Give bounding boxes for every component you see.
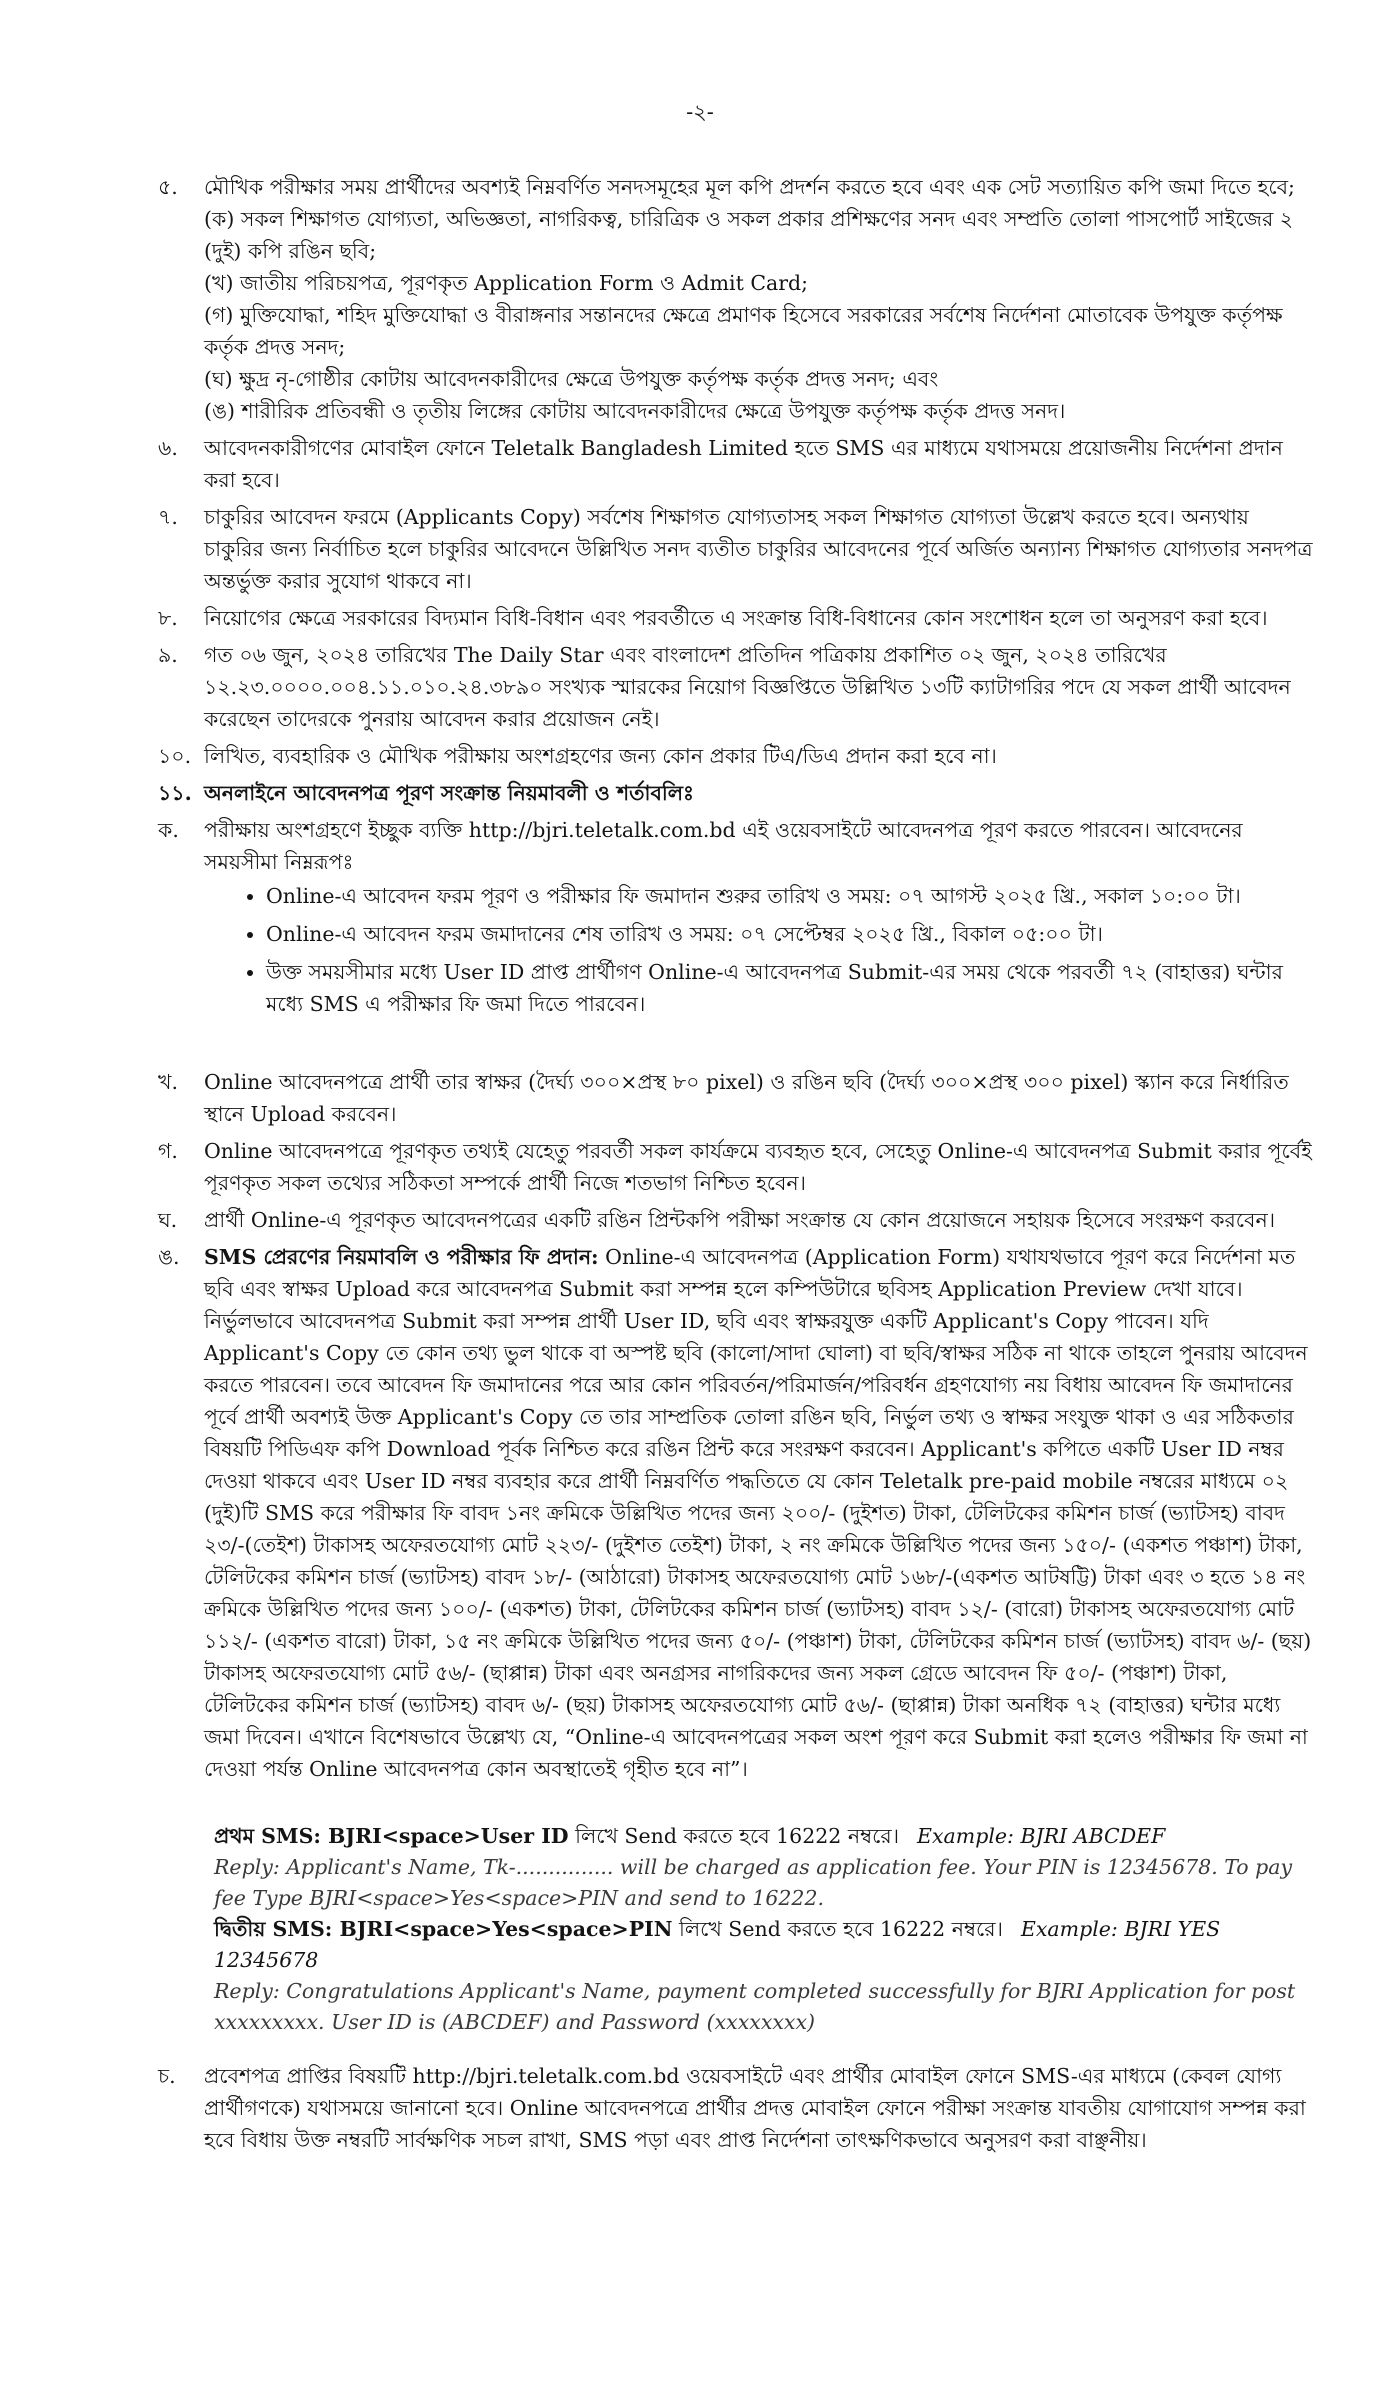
item-text: মৌখিক পরীক্ষার সময় প্রার্থীদের অবশ্যই নিম্নবর্ণিত সনদসমূহের মূল কপি প্রদর্শন করতে হবে এবং এক সেট সত্যায়িত কপি জমা দিতে হবে; — [204, 175, 1295, 199]
list-item-9 — [86, 639, 1314, 735]
section-heading: অনলাইনে আবেদনপত্র পূরণ সংক্রান্ত নিয়মাবলী ও শর্তাবলিঃ — [204, 781, 694, 805]
list-item-6 — [86, 432, 1314, 496]
list-item-kha — [86, 1066, 1314, 1130]
first-sms-label: প্রথম SMS: — [214, 1824, 321, 1848]
item-number: খ. — [158, 1070, 178, 1094]
item-number: ১১. — [158, 781, 192, 805]
item-number: ৯. — [158, 643, 178, 667]
list-item-10 — [86, 740, 1314, 772]
second-sms-line — [214, 1914, 1314, 1976]
item-number: ৭. — [158, 505, 178, 529]
item-text: Online-এ আবেদনপত্র (Application Form) যথাযথভাবে পূরণ করে নির্দেশনা মত ছবি এবং স্বাক্ষর Upload করে আবেদনপত্র Submit করা সম্পন্ন হলে কম্পিউটারে ছবিসহ Application Preview দেখা যাবে। নির্ভুলভাবে আবেদনপত্র Submit করা সম্পন্ন প্রার্থী User ID, ছবি এবং স্বাক্ষরযুক্ত একটি Applicant's Copy পাবেন। যদি Applicant's Copy তে কোন তথ্য ভুল থাকে বা অস্পষ্ট ছবি (কালো/সাদা ঘোলা) বা ছবি/স্বাক্ষর সঠিক না থাকে তাহলে পুনরায় আবেদন করতে পারবেন। তবে আবেদন ফি জমাদানের পরে আর কোন পরিবর্তন/পরিমার্জন/পরিবর্ধন গ্রহণযোগ্য নয় বিধায় আবেদন ফি জমাদানের পূর্বে প্রার্থী অবশ্যই উক্ত Applicant's Copy তে তার সাম্প্রতিক তোলা রঙিন ছবি, নির্ভুল তথ্য ও স্বাক্ষর সংযুক্ত থাকা ও এর সঠিকতার বিষয়টি পিডিএফ কপি Download পূর্বক নিশ্চিত করে রঙিন প্রিন্ট করে সংরক্ষণ করবেন। Applicant's কপিতে একটি User ID নম্বর দেওয়া থাকবে এবং User ID নম্বর ব্যবহার করে প্রার্থী নিম্নবর্ণিত পদ্ধতিতে যে কোন Teletalk pre-paid mobile নম্বরের মাধ্যমে ০২ (দুই)টি SMS করে পরীক্ষার ফি বাবদ ১নং ক্রমিকে উল্লিখিত পদের জন্য ২০০/- (দুইশত) টাকা, টেলিটকের কমিশন চার্জ (ভ্যাটসহ) বাবদ ২৩/-(তেইশ) টাকাসহ অফেরতযোগ্য মোট ২২৩/- (দুইশত তেইশ) টাকা, ২ নং ক্রমিকে উল্লিখিত পদের জন্য ১৫০/- (একশত পঞ্চাশ) টাকা, টেলিটকের কমিশন চার্জ (ভ্যাটসহ) বাবদ ১৮/- (আঠারো) টাকাসহ অফেরতযোগ্য মোট ১৬৮/-(একশত আটষট্টি) টাকা এবং ৩ হতে ১৪ নং ক্রমিকে উল্লিখিত পদের জন্য ১০০/- (একশত) টাকা, টেলিটকের কমিশন চার্জ (ভ্যাটসহ) বাবদ ১২/- (বারো) টাকাসহ অফেরতযোগ্য মোট ১১২/- (একশত বারো) টাকা, ১৫ নং ক্রমিকে উল্লিখিত পদের জন্য ৫০/- (পঞ্চাশ) টাকা, টেলিটকের কমিশন চার্জ (ভ্যাটসহ) বাবদ ৬/- (ছয়) টাকাসহ অফেরতযোগ্য মোট ৫৬/- (ছাপ্পান্ন) টাকা এবং অনগ্রসর নাগরিকদের জন্য সকল গ্রেডে আবেদন ফি ৫০/- (পঞ্চাশ) টাকা, টেলিটকের কমিশন চার্জ (ভ্যাটসহ) বাবদ ৬/- (ছয়) টাকাসহ অফেরতযোগ্য মোট ৫৬/- (ছাপ্পান্ন) টাকা অনধিক ৭২ (বাহাত্তর) ঘন্টার মধ্যে জমা দিবেন। এখানে বিশেষভাবে উল্লেখ্য যে, “Online-এ আবেদনপত্রের সকল অংশ পূরণ করে Submit করা হলেও পরীক্ষার ফি জমা না দেওয়া পর্যন্ত Online আবেদনপত্র কোন অবস্থাতেই গৃহীত হবে না”। — [204, 1245, 1312, 1781]
bullet-start-date: • Online-এ আবেদন ফরম পূরণ ও পরীক্ষার ফি জমাদান শুরুর তারিখ ও সময়: ০৭ আগস্ট ২০২৫ খ্রি., সকাল ১০:০০ টা। — [266, 880, 1314, 912]
item-text: নিয়োগের ক্ষেত্রে সরকারের বিদ্যমান বিধি-বিধান এবং পরবর্তীতে এ সংক্রান্ত বিধি-বিধানের কোন সংশোধন হলে তা অনুসরণ করা হবে। — [204, 606, 1268, 630]
bullet-end-date: • Online-এ আবেদন ফরম জমাদানের শেষ তারিখ ও সময়: ০৭ সেপ্টেম্বর ২০২৫ খ্রি., বিকাল ০৫:০০ টা। — [266, 918, 1314, 950]
list-item-7 — [86, 501, 1314, 597]
item-number: ৫. — [158, 175, 178, 199]
item-number: গ. — [158, 1139, 178, 1163]
item-number: ঙ. — [158, 1245, 180, 1269]
list-item-ka — [86, 814, 1314, 1020]
item-text: লিখিত, ব্যবহারিক ও মৌখিক পরীক্ষায় অংশগ্রহণের জন্য কোন প্রকার টিএ/ডিএ প্রদান করা হবে না। — [204, 744, 997, 768]
list-item-5 — [86, 171, 1314, 427]
list-item-uo — [86, 1241, 1314, 1785]
item-number: ক. — [158, 818, 179, 842]
sub-item-kha: (খ) জাতীয় পরিচয়পত্র, পূরণকৃত Application Form ও Admit Card; — [204, 271, 809, 295]
item-text: Online আবেদনপত্রে পূরণকৃত তথ্যই যেহেতু পরবর্তী সকল কার্যক্রমে ব্যবহৃত হবে, সেহেতু Online-এ আবেদনপত্র Submit করার পূর্বেই পূরণকৃত সকল তথ্যের সঠিকতা সম্পর্কে প্রার্থী নিজে শতভাগ নিশ্চিত হবেন। — [204, 1139, 1312, 1195]
list-item-11-heading — [86, 777, 1314, 809]
sms-fee-heading: SMS প্রেরণের নিয়মাবলি ও পরীক্ষার ফি প্রদান: — [204, 1245, 599, 1269]
item-number: ঘ. — [158, 1208, 178, 1232]
item-number: ৬. — [158, 436, 178, 460]
sub-item-uo: (ঙ) শারীরিক প্রতিবন্ধী ও তৃতীয় লিঙ্গের কোটায় আবেদনকারীদের ক্ষেত্রে উপযুক্ত কর্তৃপক্ষ কর্তৃক প্রদত্ত সনদ। — [204, 399, 1066, 423]
list-item-gha — [86, 1204, 1314, 1236]
page-number: -২- — [686, 100, 714, 124]
sub-item-ga: (গ) মুক্তিযোদ্ধা, শহিদ মুক্তিযোদ্ধা ও বীরাঙ্গনার সন্তানদের ক্ষেত্রে প্রমাণক হিসেবে সরকারের সর্বশেষ নির্দেশনা মোতাবেক উপযুক্ত কর্তৃপক্ষ কর্তৃক প্রদত্ত সনদ; — [204, 303, 1283, 359]
first-sms-send: লিখে Send করতে হবে 16222 নম্বরে। — [568, 1824, 900, 1848]
deadline-bullet-list — [204, 880, 1314, 1020]
second-sms-send: লিখে Send করতে হবে 16222 নম্বরে। — [672, 1917, 1003, 1941]
item-number: চ. — [158, 2064, 176, 2088]
item-text: চাকুরির আবেদন ফরমে (Applicants Copy) সর্বশেষ শিক্ষাগত যোগ্যতাসহ সকল শিক্ষাগত যোগ্যতা উল্লেখ করতে হবে। অন্যথায় চাকুরির জন্য নির্বাচিত হলে চাকুরির আবেদনে উল্লিখিত সনদ ব্যতীত চাকুরির আবেদনের পূর্বে অর্জিত অন্যান্য শিক্ষাগত যোগ্যতার সনদপত্র অন্তর্ভুক্ত করার সুযোগ থাকবে না। — [204, 505, 1313, 593]
first-sms-line — [214, 1821, 1314, 1852]
first-sms-command: BJRI<space>User ID — [320, 1824, 569, 1848]
sub-item-ka: (ক) সকল শিক্ষাগত যোগ্যতা, অভিজ্ঞতা, নাগরিকত্ব, চারিত্রিক ও সকল প্রকার প্রশিক্ষণের সনদ এবং সম্প্রতি তোলা পাসপোর্ট সাইজের ২ (দুই) কপি রঙিন ছবি; — [204, 207, 1294, 263]
list-item-cha — [86, 2060, 1314, 2156]
spacer — [86, 1026, 1314, 1066]
second-sms-label: দ্বিতীয় SMS: — [214, 1917, 333, 1941]
first-sms-reply: Reply: Applicant's Name, Tk-............... will be charged as application fee. Your PIN is 12345678. To pay fee Type BJRI<space>Yes<space>PIN and send to 16222. — [214, 1855, 1293, 1910]
item-text: Online আবেদনপত্রে প্রার্থী তার স্বাক্ষর (দৈর্ঘ্য ৩০০×প্রস্থ ৮০ pixel) ও রঙিন ছবি (দৈর্ঘ্য ৩০০×প্রস্থ ৩০০ pixel) স্ক্যান করে নির্ধারিত স্থানে Upload করবেন। — [204, 1070, 1289, 1126]
item-text: প্রার্থী Online-এ পূরণকৃত আবেদনপত্রের একটি রঙিন প্রিন্টকপি পরীক্ষা সংক্রান্ত যে কোন প্রয়োজনে সহায়ক হিসেবে সংরক্ষণ করবেন। — [204, 1208, 1276, 1232]
second-sms-command: BJRI<space>Yes<space>PIN — [332, 1917, 673, 1941]
list-item-ga — [86, 1135, 1314, 1199]
sub-item-gha: (ঘ) ক্ষুদ্র নৃ-গোষ্ঠীর কোটায় আবেদনকারীদের ক্ষেত্রে উপযুক্ত কর্তৃপক্ষ কর্তৃক প্রদত্ত সনদ; এবং — [204, 367, 939, 391]
list-item-8 — [86, 602, 1314, 634]
sms-instructions — [214, 1821, 1314, 2038]
item-text: প্রবেশপত্র প্রাপ্তির বিষয়টি http://bjri.teletalk.com.bd ওয়েবসাইটে এবং প্রার্থীর মোবাইল ফোনে SMS-এর মাধ্যমে (কেবল যোগ্য প্রার্থীগণকে) যথাসময়ে জানানো হবে। Online আবেদনপত্রে প্রার্থীর প্রদত্ত মোবাইল ফোনে পরীক্ষা সংক্রান্ত যাবতীয় যোগাযোগ সম্পন্ন করা হবে বিধায় উক্ত নম্বরটি সার্বক্ষণিক সচল রাখা, SMS পড়া এবং প্রাপ্ত নির্দেশনা তাৎক্ষণিকভাবে অনুসরণ করা বাঞ্ছনীয়। — [204, 2064, 1306, 2152]
first-sms-example: Example: BJRI ABCDEF — [917, 1824, 1166, 1848]
bullet-fee-window: • উক্ত সময়সীমার মধ্যে User ID প্রাপ্ত প্রার্থীগণ Online-এ আবেদনপত্র Submit-এর সময় থেকে পরবর্তী ৭২ (বাহাত্তর) ঘন্টার মধ্যে SMS এ পরীক্ষার ফি জমা দিতে পারবেন। — [266, 956, 1314, 1020]
item-number: ৮. — [158, 606, 178, 630]
second-sms-example: Example: BJRI YES 12345678 — [214, 1917, 1221, 1972]
item-text: পরীক্ষায় অংশগ্রহণে ইচ্ছুক ব্যক্তি http://bjri.teletalk.com.bd এই ওয়েবসাইটে আবেদনপত্র পূরণ করতে পারবেন। আবেদনের সময়সীমা নিম্নরূপঃ — [204, 818, 1243, 874]
item-text: আবেদনকারীগণের মোবাইল ফোনে Teletalk Bangladesh Limited হতে SMS এর মাধ্যমে যথাসময়ে প্রয়োজনীয় নির্দেশনা প্রদান করা হবে। — [204, 436, 1283, 492]
item-text: গত ০৬ জুন, ২০২৪ তারিখের The Daily Star এবং বাংলাদেশ প্রতিদিন পত্রিকায় প্রকাশিত ০২ জুন, ২০২৪ তারিখের ১২.২৩.০০০০.০০৪.১১.০১০.২৪.৩৮৯০ সংখ্যক স্মারকের নিয়োগ বিজ্ঞপ্তিতে উল্লিখিত ১৩টি ক্যাটাগরির পদে যে সকল প্রার্থী আবেদন করেছেন তাদেরকে পুনরায় আবেদন করার প্রয়োজন নেই। — [204, 643, 1291, 731]
second-sms-reply: Reply: Congratulations Applicant's Name, payment completed successfully for BJRI Application for post xxxxxxxxx. User ID is (ABCDEF) and Password (xxxxxxxx) — [214, 1979, 1296, 2034]
item-number: ১০. — [158, 744, 192, 768]
